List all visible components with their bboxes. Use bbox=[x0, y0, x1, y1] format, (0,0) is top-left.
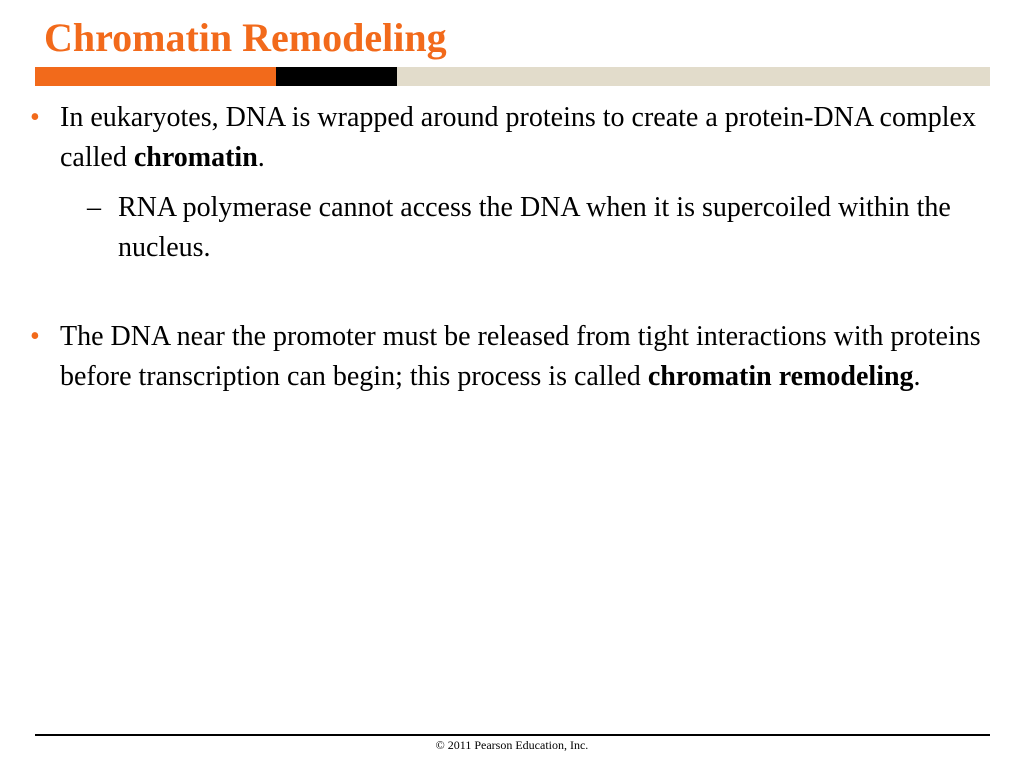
slide-title: Chromatin Remodeling bbox=[44, 15, 447, 60]
bullet-text: In eukaryotes, DNA is wrapped around proteins to create a protein-DNA complex called bbox=[60, 102, 976, 173]
bold-term: chromatin remodeling bbox=[647, 361, 914, 392]
sub-bullet-text: RNA polymerase cannot access the DNA when it is supercoiled within the nucleus. bbox=[118, 192, 951, 263]
bullet-text-end: . bbox=[913, 361, 921, 392]
title-accent-bar bbox=[35, 67, 990, 86]
sub-bullet-item bbox=[30, 188, 990, 268]
accent-bar-beige-segment bbox=[397, 67, 990, 86]
bullet-marker: • bbox=[30, 321, 40, 352]
bullet-text: The DNA near the promoter must be released from tight interactions with proteins before transcription can begin; this process is called bbox=[60, 321, 981, 392]
bullet-item bbox=[30, 317, 990, 397]
accent-bar-black-segment bbox=[276, 67, 397, 86]
accent-bar-orange-segment bbox=[35, 67, 276, 86]
bullet-text-end: . bbox=[257, 142, 265, 173]
footer-divider bbox=[35, 734, 990, 736]
bullet-marker: • bbox=[30, 102, 40, 133]
sub-bullet-marker: – bbox=[87, 192, 101, 223]
copyright-notice: © 2011 Pearson Education, Inc. bbox=[435, 738, 589, 752]
bold-term: chromatin bbox=[133, 142, 258, 173]
slide-body bbox=[30, 98, 990, 397]
bullet-item bbox=[30, 98, 990, 178]
